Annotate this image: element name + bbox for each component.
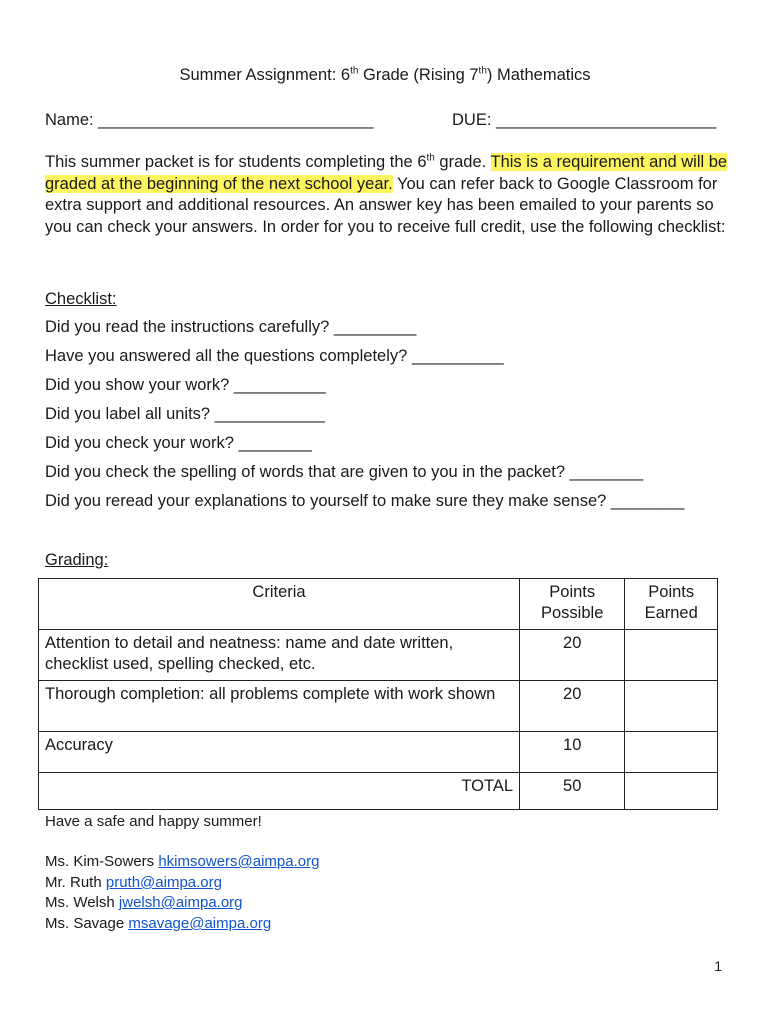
title-part: Summer Assignment: 6 [179,66,351,84]
checklist-item: Did you label all units? ____________ [45,405,325,423]
header-text: Points [549,583,596,601]
total-earned-cell[interactable] [625,773,718,810]
email-link[interactable]: pruth@aimpa.org [105,874,222,891]
name-line: Name: ______________________________ [45,111,374,129]
grading-table [38,578,718,810]
criteria-cell: Attention to detail and neatness: name and date written, checklist used, spelling checked, etc. [39,630,520,681]
points-possible-cell: 20 [520,681,625,732]
points-possible-cell: 10 [520,732,625,773]
contact-name: Ms. Welsh [45,894,119,911]
checklist-item: Have you answered all the questions completely? __________ [45,347,504,365]
contact-name: Ms. Savage [45,915,129,932]
intro-superscript: th [426,152,435,164]
checklist-item: Did you show your work? __________ [45,376,326,394]
table-header-row [39,579,718,630]
intro-text: This summer packet is for students completing the 6 [45,153,427,171]
intro-paragraph [45,152,735,238]
header-text: Points [648,583,695,601]
title-superscript: th [350,65,359,77]
table-row [39,681,718,732]
intro-text: You can refer back to Google Classroom for extra support and additional resources. An answer key has been emailed to your parents so you can check your answers. In order for you to receive full credit, use the following checklist: [45,174,726,236]
total-possible-cell: 50 [520,773,625,810]
points-earned-cell[interactable] [625,732,718,773]
checklist-item: Did you reread your explanations to yourself to make sure they make sense? ________ [45,492,685,510]
page-number: 1 [714,958,722,974]
points-earned-header [625,579,718,630]
contact-line [45,853,319,870]
contact-name: Ms. Kim-Sowers [45,853,159,870]
email-link[interactable]: msavage@aimpa.org [128,915,272,932]
title-superscript: th [478,65,487,77]
total-label: TOTAL [39,773,520,810]
points-earned-cell[interactable] [625,681,718,732]
header-text: Earned [644,604,698,622]
checklist-item: Did you check your work? ________ [45,434,312,452]
criteria-cell: Accuracy [39,732,520,773]
grading-heading: Grading: [45,551,109,569]
table-row [39,732,718,773]
checklist-item: Did you check the spelling of words that are given to you in the packet? ________ [45,463,644,481]
points-possible-cell: 20 [520,630,625,681]
title-part: ) Mathematics [486,66,591,84]
criteria-header: Criteria [39,579,520,630]
closing-text: Have a safe and happy summer! [45,813,262,830]
email-link[interactable]: jwelsh@aimpa.org [118,894,243,911]
checklist-item: Did you read the instructions carefully? _________ [45,318,417,336]
points-earned-cell[interactable] [625,630,718,681]
contact-line [45,915,271,932]
header-text: Possible [541,604,604,622]
points-possible-header [520,579,625,630]
total-row [39,773,718,810]
checklist-heading: Checklist: [45,290,117,308]
email-link[interactable]: hkimsowers@aimpa.org [158,853,320,870]
criteria-cell: Thorough completion: all problems complete with work shown [39,681,520,732]
contact-name: Mr. Ruth [45,874,106,891]
table-row [39,630,718,681]
title-part: Grade (Rising 7 [358,66,479,84]
contact-line [45,874,222,891]
highlighted-requirement: This is a requirement and will be graded at the beginning of the next school year. [45,153,728,193]
due-line: DUE: ________________________ [452,111,717,129]
contact-line [45,894,243,911]
document-title [0,66,770,85]
intro-text: grade. [434,153,491,171]
